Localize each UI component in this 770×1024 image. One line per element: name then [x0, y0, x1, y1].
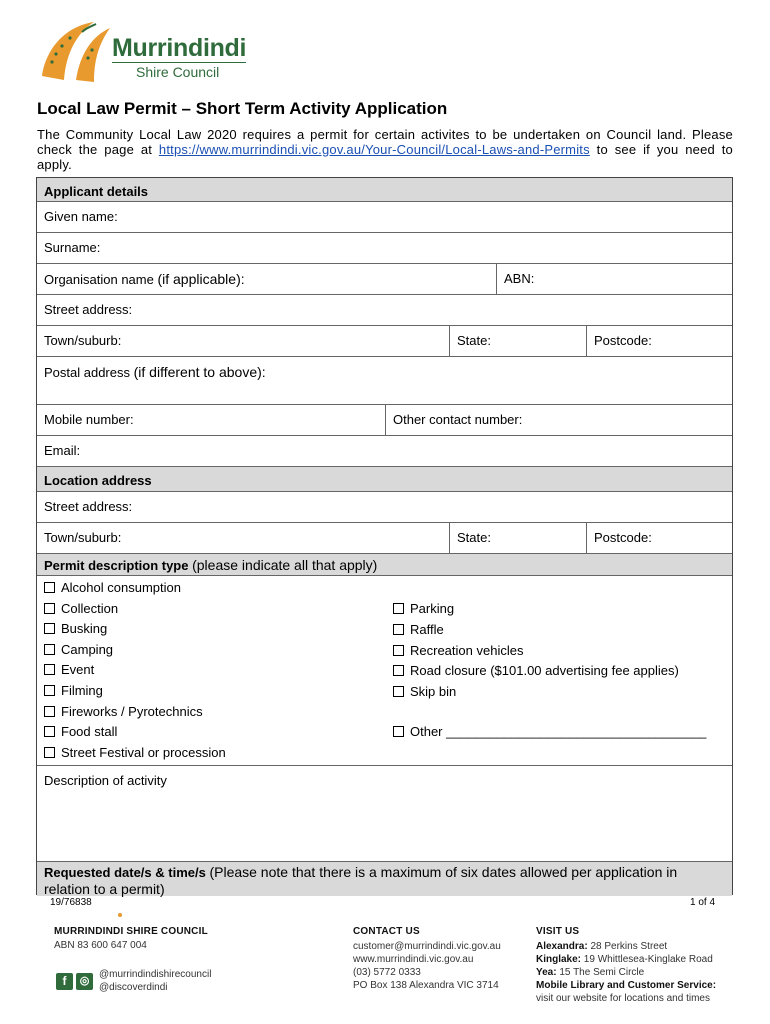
- permit-option-right[interactable]: Recreation vehicles: [393, 643, 523, 658]
- description-row: [37, 765, 732, 861]
- footer-contact-lines: [353, 940, 501, 992]
- checkbox-icon: [44, 623, 55, 634]
- footer-social-1: @murrindindishirecouncil: [99, 969, 212, 980]
- permit-option-right[interactable]: Road closure ($101.00 advertising fee applies): [393, 663, 679, 678]
- applicant-heading: Applicant details: [44, 184, 149, 199]
- logo-org-sub: Shire Council: [136, 64, 220, 80]
- footer-council-name: MURRINDINDI SHIRE COUNCIL: [54, 926, 208, 937]
- permit-options-row: [37, 575, 732, 765]
- permit-option-left[interactable]: Collection: [44, 601, 118, 616]
- description-field[interactable]: Description of activity: [44, 773, 167, 788]
- permit-option-other[interactable]: Other ____________________________________: [393, 724, 706, 739]
- footer-contact-line: customer@murrindindi.vic.gov.au: [353, 941, 501, 952]
- footer-visit-line: Alexandra: 28 Perkins Street: [536, 941, 668, 952]
- location-town-row: [37, 522, 732, 553]
- postal-address-field[interactable]: Postal address (if different to above):: [44, 364, 266, 380]
- permit-heading: Permit description type (please indicate all that apply): [44, 557, 378, 573]
- checkbox-icon: [393, 726, 404, 737]
- surname-row: [37, 232, 732, 263]
- location-heading: Location address: [44, 473, 152, 488]
- checkbox-icon: [393, 686, 404, 697]
- permit-option-right[interactable]: Skip bin: [393, 684, 456, 699]
- permit-heading-row: [37, 553, 732, 575]
- document-reference: 19/76838: [50, 897, 92, 908]
- footer-visit-line: Kinglake: 19 Whittlesea-Kinglake Road: [536, 954, 713, 965]
- given-name-field[interactable]: Given name:: [44, 209, 118, 224]
- permit-option-left[interactable]: Filming: [44, 683, 103, 698]
- surname-field[interactable]: Surname:: [44, 240, 101, 255]
- footer-contact-heading: CONTACT US: [353, 926, 420, 937]
- facebook-icon[interactable]: f: [56, 973, 73, 990]
- checkbox-icon: [44, 664, 55, 675]
- footer-visit-line: Yea: 15 The Semi Circle: [536, 967, 645, 978]
- checkbox-icon: [44, 582, 55, 593]
- permit-option-left[interactable]: Camping: [44, 642, 113, 657]
- location-town-field[interactable]: Town/suburb:: [44, 530, 122, 545]
- other-contact-field[interactable]: Other contact number:: [385, 405, 732, 435]
- permit-option-left[interactable]: Alcohol consumption: [44, 580, 181, 595]
- page-number: 1 of 4: [690, 897, 716, 908]
- footer-visit-line: visit our website for locations and times: [536, 993, 710, 1004]
- checkbox-icon: [44, 726, 55, 737]
- footer-visit-lines: [536, 940, 716, 1005]
- email-field[interactable]: Email:: [44, 443, 81, 458]
- contact-row: [37, 404, 732, 435]
- local-laws-link[interactable]: https://www.murrindindi.vic.gov.au/Your-Council/Local-Laws-and-Permits: [158, 142, 590, 157]
- logo-org-name: Murrindindi: [112, 34, 247, 62]
- permit-option-left[interactable]: Street Festival or procession: [44, 745, 226, 760]
- checkbox-icon: [393, 603, 404, 614]
- organisation-row: [37, 263, 732, 294]
- permit-option-left[interactable]: Event: [44, 662, 94, 677]
- footer-contact-line: www.murrindindi.vic.gov.au: [353, 954, 474, 965]
- footer-visit-line: Mobile Library and Customer Service:: [536, 980, 717, 991]
- footer-contact-line: PO Box 138 Alexandra VIC 3714: [353, 980, 499, 991]
- permit-option-right[interactable]: Raffle: [393, 622, 444, 637]
- application-form: [36, 177, 733, 895]
- checkbox-icon: [393, 665, 404, 676]
- town-suburb-field[interactable]: Town/suburb:: [44, 333, 122, 348]
- applicant-heading-row: [37, 178, 732, 201]
- town-row: [37, 325, 732, 356]
- permit-option-left[interactable]: Busking: [44, 621, 107, 636]
- abn-field[interactable]: ABN:: [496, 264, 732, 294]
- requested-heading-row: [37, 861, 732, 896]
- permit-option-left[interactable]: Food stall: [44, 724, 117, 739]
- location-state-field[interactable]: State:: [449, 523, 586, 553]
- location-heading-row: [37, 466, 732, 491]
- location-postcode-field[interactable]: Postcode:: [586, 523, 732, 553]
- street-row: [37, 294, 732, 325]
- street-address-field[interactable]: Street address:: [44, 302, 133, 317]
- footer-contact-line: (03) 5772 0333: [353, 967, 421, 978]
- footer-visit-heading: VISIT US: [536, 926, 580, 937]
- email-row: [37, 435, 732, 466]
- footer-abn: ABN 83 600 647 004: [54, 940, 147, 951]
- checkbox-icon: [393, 624, 404, 635]
- logo-rule: [112, 62, 246, 63]
- intro-paragraph: The Community Local Law 2020 requires a permit for certain activites to be undertaken on Council land. Please check the page at https://www.murrindindi.vic.gov.au/Your-Council/Local-Laws-and-Permits to see if you need to apply.: [37, 127, 733, 172]
- permit-option-right[interactable]: Parking: [393, 601, 454, 616]
- state-field[interactable]: State:: [449, 326, 586, 356]
- checkbox-icon: [44, 706, 55, 717]
- footer-social-2: @discoverdindi: [99, 982, 168, 993]
- page-title: Local Law Permit – Short Term Activity Application: [37, 99, 448, 118]
- instagram-icon[interactable]: ◎: [76, 973, 93, 990]
- checkbox-icon: [393, 645, 404, 656]
- location-street-row: [37, 491, 732, 522]
- permit-option-left[interactable]: Fireworks / Pyrotechnics: [44, 704, 203, 719]
- checkbox-icon: [44, 603, 55, 614]
- given-name-row: [37, 201, 732, 232]
- location-street-field[interactable]: Street address:: [44, 499, 133, 514]
- postcode-field[interactable]: Postcode:: [586, 326, 732, 356]
- checkbox-icon: [44, 644, 55, 655]
- organisation-name-field[interactable]: Organisation name (if applicable):: [44, 271, 245, 287]
- checkbox-icon: [44, 685, 55, 696]
- council-logo-icon: [36, 18, 116, 88]
- checkbox-icon: [44, 747, 55, 758]
- postal-row: [37, 356, 732, 404]
- footer-accent-dot: [118, 913, 122, 917]
- mobile-number-field[interactable]: Mobile number:: [44, 412, 134, 427]
- requested-heading: Requested date/s & time/s (Please note that there is a maximum of six dates allowed per application in relation to a permit): [44, 864, 678, 897]
